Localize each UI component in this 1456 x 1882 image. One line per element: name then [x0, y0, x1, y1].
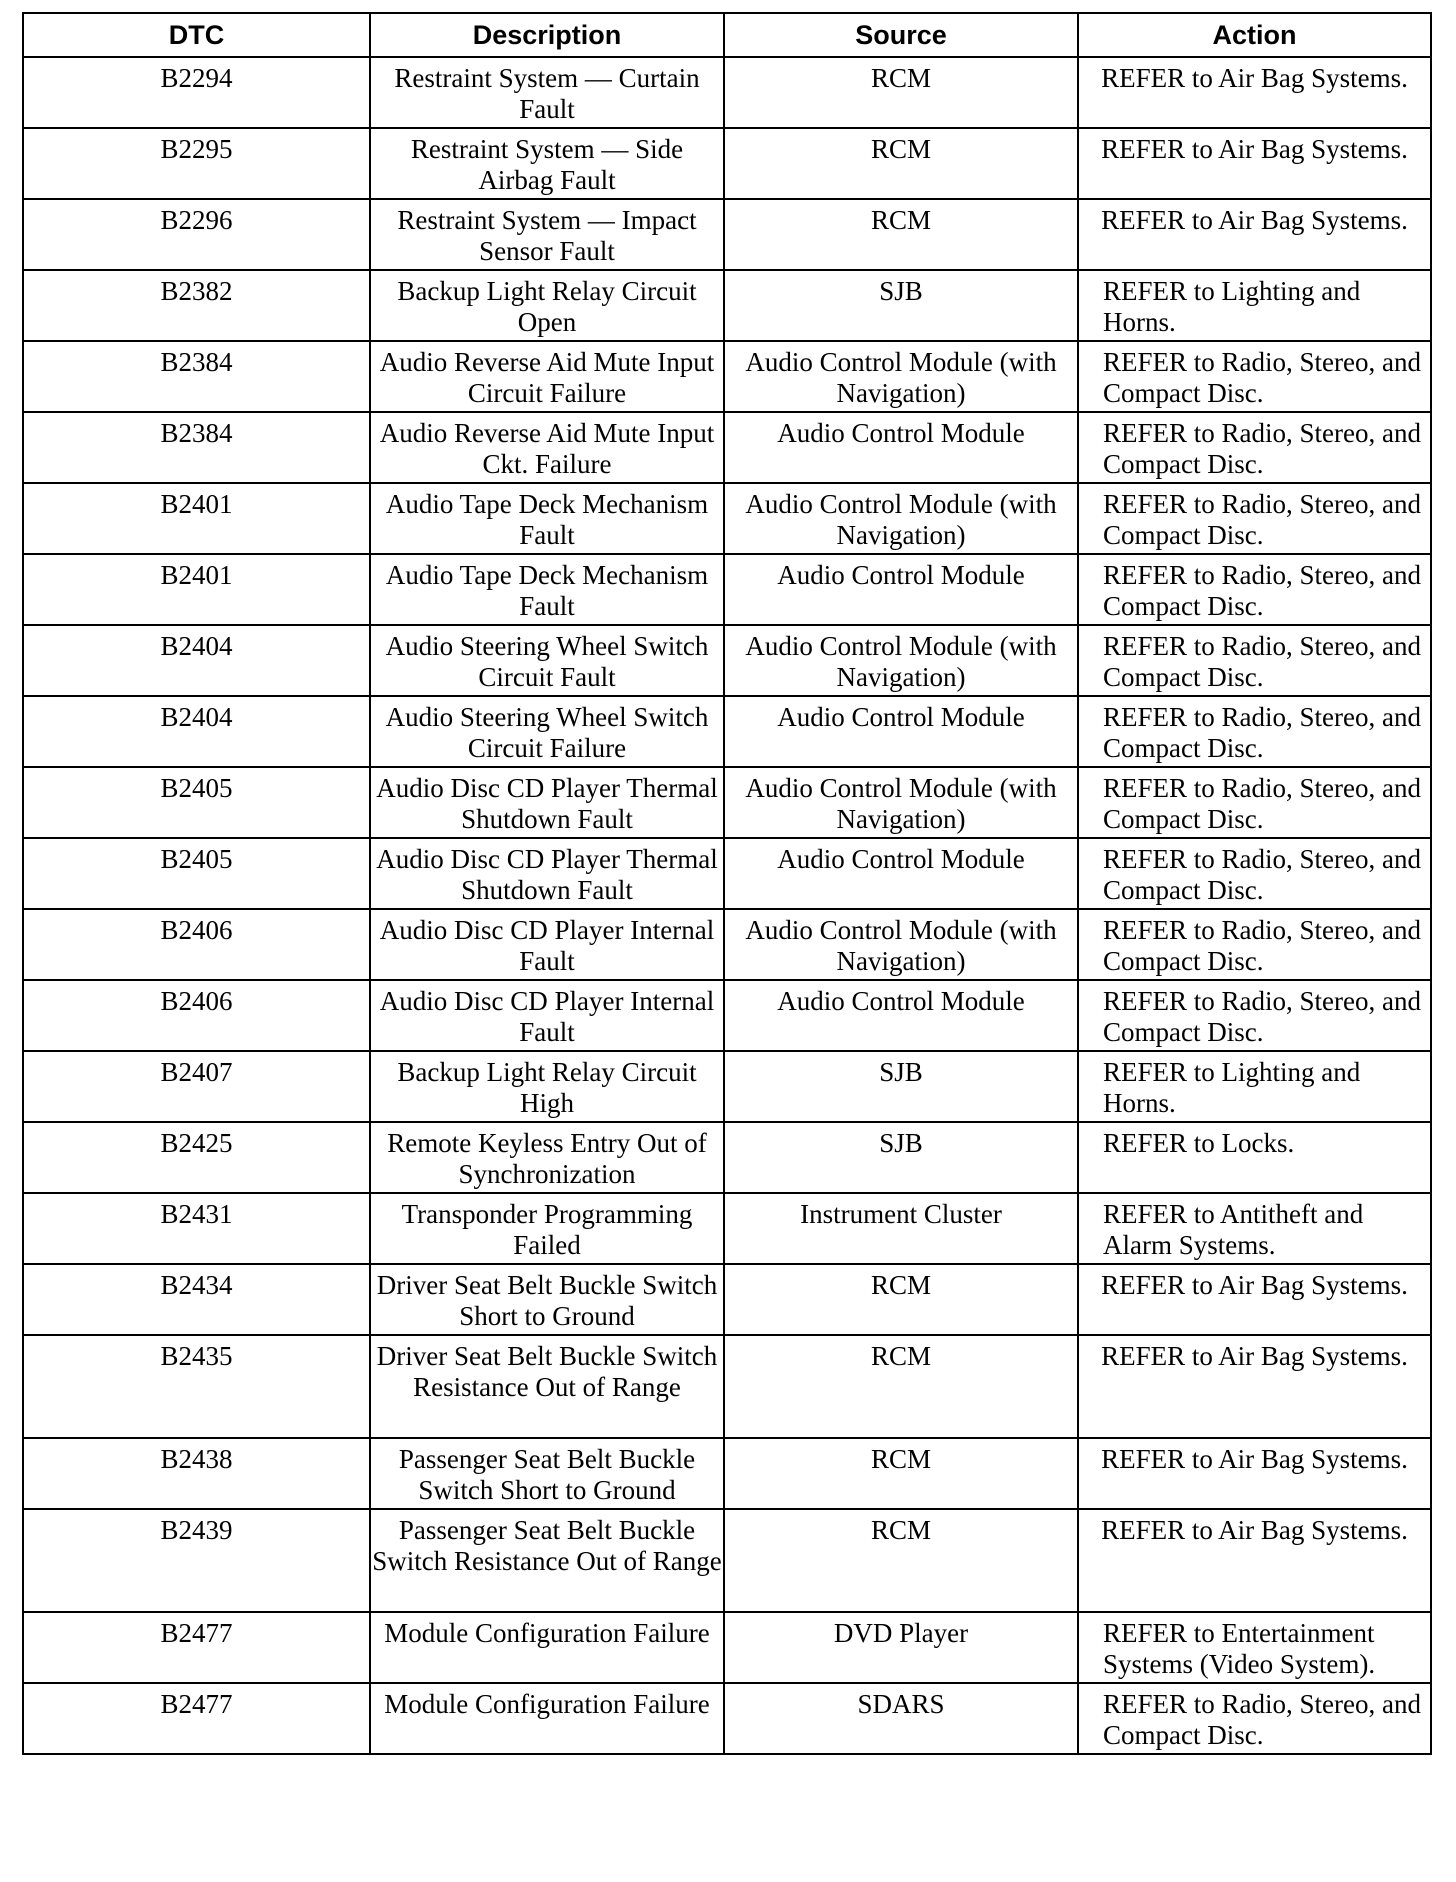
dtc-source: RCM	[724, 199, 1078, 270]
table-row	[23, 1509, 1431, 1612]
dtc-description: Module Configuration Failure	[370, 1612, 724, 1683]
dtc-action: REFER to Air Bag Systems.	[1078, 57, 1431, 128]
dtc-description: Restraint System — Curtain Fault	[370, 57, 724, 128]
dtc-description: Driver Seat Belt Buckle Switch Short to Ground	[370, 1264, 724, 1335]
dtc-code: B2405	[23, 838, 370, 909]
table-row	[23, 483, 1431, 554]
dtc-description: Audio Reverse Aid Mute Input Circuit Failure	[370, 341, 724, 412]
dtc-description: Audio Disc CD Player Internal Fault	[370, 909, 724, 980]
dtc-source: SDARS	[724, 1683, 1078, 1754]
dtc-description: Audio Tape Deck Mechanism Fault	[370, 483, 724, 554]
dtc-description: Audio Disc CD Player Thermal Shutdown Fault	[370, 767, 724, 838]
table-row	[23, 341, 1431, 412]
header-dtc: DTC	[23, 13, 370, 57]
dtc-action: REFER to Radio, Stereo, and Compact Disc.	[1078, 838, 1431, 909]
dtc-code: B2407	[23, 1051, 370, 1122]
dtc-source: Audio Control Module (with Navigation)	[724, 767, 1078, 838]
dtc-source: RCM	[724, 1264, 1078, 1335]
dtc-description: Restraint System — Impact Sensor Fault	[370, 199, 724, 270]
table-row	[23, 1122, 1431, 1193]
dtc-action: REFER to Radio, Stereo, and Compact Disc.	[1078, 341, 1431, 412]
dtc-description: Module Configuration Failure	[370, 1683, 724, 1754]
dtc-description: Backup Light Relay Circuit High	[370, 1051, 724, 1122]
table-row	[23, 554, 1431, 625]
table-row	[23, 1335, 1431, 1438]
dtc-code: B2477	[23, 1683, 370, 1754]
dtc-code: B2404	[23, 625, 370, 696]
dtc-description: Audio Steering Wheel Switch Circuit Fault	[370, 625, 724, 696]
dtc-code: B2431	[23, 1193, 370, 1264]
dtc-description: Passenger Seat Belt Buckle Switch Short to Ground	[370, 1438, 724, 1509]
dtc-action: REFER to Radio, Stereo, and Compact Disc.	[1078, 980, 1431, 1051]
dtc-code: B2384	[23, 412, 370, 483]
dtc-action: REFER to Radio, Stereo, and Compact Disc.	[1078, 909, 1431, 980]
table-row	[23, 625, 1431, 696]
dtc-source: RCM	[724, 57, 1078, 128]
dtc-description: Driver Seat Belt Buckle Switch Resistance Out of Range	[370, 1335, 724, 1438]
dtc-action: REFER to Antitheft and Alarm Systems.	[1078, 1193, 1431, 1264]
dtc-code: B2296	[23, 199, 370, 270]
table-row	[23, 57, 1431, 128]
dtc-source: Audio Control Module (with Navigation)	[724, 625, 1078, 696]
dtc-description: Passenger Seat Belt Buckle Switch Resistance Out of Range	[370, 1509, 724, 1612]
dtc-action: REFER to Air Bag Systems.	[1078, 1438, 1431, 1509]
dtc-description: Audio Disc CD Player Thermal Shutdown Fault	[370, 838, 724, 909]
dtc-action: REFER to Air Bag Systems.	[1078, 128, 1431, 199]
dtc-source: Audio Control Module (with Navigation)	[724, 909, 1078, 980]
dtc-description: Audio Tape Deck Mechanism Fault	[370, 554, 724, 625]
dtc-code: B2406	[23, 909, 370, 980]
table-row	[23, 1051, 1431, 1122]
dtc-action: REFER to Air Bag Systems.	[1078, 1264, 1431, 1335]
dtc-description: Transponder Programming Failed	[370, 1193, 724, 1264]
dtc-source: Audio Control Module	[724, 696, 1078, 767]
dtc-code: B2294	[23, 57, 370, 128]
table-row	[23, 199, 1431, 270]
dtc-description: Audio Disc CD Player Internal Fault	[370, 980, 724, 1051]
dtc-action: REFER to Radio, Stereo, and Compact Disc.	[1078, 412, 1431, 483]
dtc-code: B2405	[23, 767, 370, 838]
dtc-source: SJB	[724, 270, 1078, 341]
dtc-source: Audio Control Module (with Navigation)	[724, 483, 1078, 554]
dtc-code: B2438	[23, 1438, 370, 1509]
table-row	[23, 1193, 1431, 1264]
dtc-action: REFER to Air Bag Systems.	[1078, 1335, 1431, 1438]
dtc-code: B2384	[23, 341, 370, 412]
dtc-source: Audio Control Module	[724, 554, 1078, 625]
dtc-action: REFER to Radio, Stereo, and Compact Disc.	[1078, 554, 1431, 625]
dtc-code: B2435	[23, 1335, 370, 1438]
dtc-action: REFER to Radio, Stereo, and Compact Disc.	[1078, 767, 1431, 838]
table-row	[23, 412, 1431, 483]
dtc-description: Audio Steering Wheel Switch Circuit Failure	[370, 696, 724, 767]
dtc-source: SJB	[724, 1051, 1078, 1122]
dtc-source: RCM	[724, 1438, 1078, 1509]
dtc-code: B2477	[23, 1612, 370, 1683]
dtc-code: B2439	[23, 1509, 370, 1612]
dtc-action: REFER to Air Bag Systems.	[1078, 199, 1431, 270]
dtc-code: B2401	[23, 554, 370, 625]
table-row	[23, 128, 1431, 199]
dtc-action: REFER to Lighting and Horns.	[1078, 270, 1431, 341]
dtc-source: Instrument Cluster	[724, 1193, 1078, 1264]
dtc-action: REFER to Locks.	[1078, 1122, 1431, 1193]
table-row	[23, 909, 1431, 980]
table-row	[23, 696, 1431, 767]
dtc-code: B2382	[23, 270, 370, 341]
table-row	[23, 1438, 1431, 1509]
dtc-code: B2404	[23, 696, 370, 767]
dtc-action: REFER to Radio, Stereo, and Compact Disc.	[1078, 1683, 1431, 1754]
dtc-action: REFER to Lighting and Horns.	[1078, 1051, 1431, 1122]
dtc-source: RCM	[724, 128, 1078, 199]
dtc-source: Audio Control Module (with Navigation)	[724, 341, 1078, 412]
header-source: Source	[724, 13, 1078, 57]
dtc-code: B2401	[23, 483, 370, 554]
dtc-source: DVD Player	[724, 1612, 1078, 1683]
dtc-source: Audio Control Module	[724, 980, 1078, 1051]
table-row	[23, 1683, 1431, 1754]
dtc-action: REFER to Radio, Stereo, and Compact Disc.	[1078, 483, 1431, 554]
table-row	[23, 838, 1431, 909]
dtc-source: Audio Control Module	[724, 412, 1078, 483]
dtc-description: Restraint System — Side Airbag Fault	[370, 128, 724, 199]
dtc-code: B2295	[23, 128, 370, 199]
table-row	[23, 270, 1431, 341]
dtc-action: REFER to Entertainment Systems (Video System).	[1078, 1612, 1431, 1683]
header-row	[23, 13, 1431, 57]
dtc-table	[22, 12, 1432, 1755]
dtc-source: Audio Control Module	[724, 838, 1078, 909]
dtc-action: REFER to Air Bag Systems.	[1078, 1509, 1431, 1612]
dtc-source: RCM	[724, 1509, 1078, 1612]
header-action: Action	[1078, 13, 1431, 57]
table-row	[23, 1612, 1431, 1683]
dtc-code: B2406	[23, 980, 370, 1051]
dtc-code: B2434	[23, 1264, 370, 1335]
dtc-source: SJB	[724, 1122, 1078, 1193]
header-description: Description	[370, 13, 724, 57]
dtc-description: Backup Light Relay Circuit Open	[370, 270, 724, 341]
dtc-action: REFER to Radio, Stereo, and Compact Disc.	[1078, 625, 1431, 696]
dtc-action: REFER to Radio, Stereo, and Compact Disc.	[1078, 696, 1431, 767]
table-row	[23, 1264, 1431, 1335]
dtc-source: RCM	[724, 1335, 1078, 1438]
dtc-code: B2425	[23, 1122, 370, 1193]
table-row	[23, 980, 1431, 1051]
table-row	[23, 767, 1431, 838]
dtc-description: Remote Keyless Entry Out of Synchronization	[370, 1122, 724, 1193]
dtc-description: Audio Reverse Aid Mute Input Ckt. Failure	[370, 412, 724, 483]
